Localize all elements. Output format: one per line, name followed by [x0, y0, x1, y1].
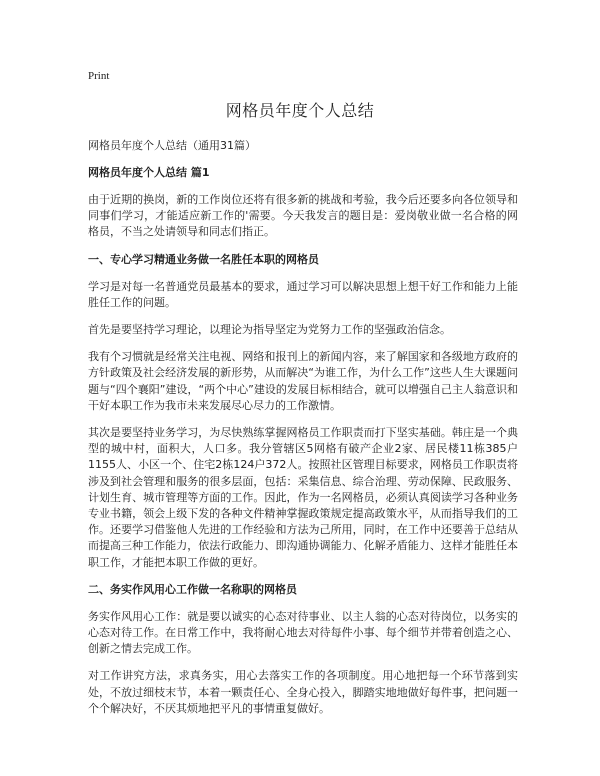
paragraph-theory: 首先是要坚持学习理论，以理论为指导坚定为党努力工作的坚强政治信念。	[88, 323, 451, 337]
paragraph-intro: 由于近期的换岗，新的工作岗位还将有很多新的挑战和考验，我今后还要多向各位领导和同事们学习，才能适应新工作的'需要。今天我发言的题目是：爱岗敬业做一名合格的网格员，不当之处请领导和同志们指正。	[88, 193, 518, 239]
print-link[interactable]: Print	[88, 70, 110, 82]
section-heading-2: 二、务实作风用心工作做一名称职的网格员	[88, 582, 297, 596]
section-heading-1: 一、专心学习精通业务做一名胜任本职的网格员	[88, 252, 319, 266]
paragraph-pragmatic: 务实作风用心工作：就是要以诚实的心态对待事业、以主人翁的心态对待岗位，以务实的心态对待工作。在日常工作中，我将耐心地去对待每件小事、每个细节并带着创造之心、创新之情去完成工作。	[88, 609, 518, 656]
paragraph-study-basics: 学习是对每一名普通党员最基本的要求，通过学习可以解决思想上想干好工作和能力上能胜任工作的问题。	[88, 279, 518, 309]
article-heading: 网格员年度个人总结 篇1	[88, 166, 210, 179]
paragraph-news-habit: 我有个习惯就是经常关注电视、网络和报刊上的新闻内容，来了解国家和各级地方政府的方针政策及社会经济发展的新形势，从而解决“为谁工作，为什么工作”这些人生大课题问题与“四个襄阳”建设，“两个中心”建设的发展目标相结合，就可以增强自己主人翁意识和干好本职工作为我市未来发展尽心尽力的工作激情。	[88, 350, 518, 412]
paragraph-business-study: 其次是要坚持业务学习，为尽快熟练掌握网格员工作职责而打下坚实基础。韩庄是一个典型的城中村，面积大，人口多。我分管辖区5网格有破产企业2家、居民楼11栋385户1155人、小区一个、住宅2栋124户372人。按照社区管理目标要求，网格员工作职责将涉及到社会管理和服务的很多层面，包括：采集信息、综合治理、劳动保障、民政服务、计划生育、城市管理等方面的工作。因此，作为一名网格员，必须认真阅读学习各种业务专业书籍，领会上级下发的各种文件精神掌握政策规定提高政策水平，从而指导我们的工作。还要学习借鉴他人先进的工作经验和方法为己所用，同时，在工作中还要善于总结从而提高三种工作能力，依法行政能力、即沟通协调能力、化解矛盾能力、这样才能胜任本职工作，才能把本职工作做的更好。	[88, 426, 518, 569]
document-body	[88, 138, 518, 728]
paragraph-methods: 对工作讲究方法，求真务实，用心去落实工作的各项制度。用心地把每一个环节落到实处，不放过细枝末节，本着一颗责任心、全身心投入，脚踏实地地做好每件事，把问题一个个解决好，不厌其烦地把平凡的事情重复做好。	[88, 669, 518, 715]
document-subtitle: 网格员年度个人总结（通用31篇）	[88, 139, 256, 152]
page-title: 网格员年度个人总结	[225, 101, 375, 120]
